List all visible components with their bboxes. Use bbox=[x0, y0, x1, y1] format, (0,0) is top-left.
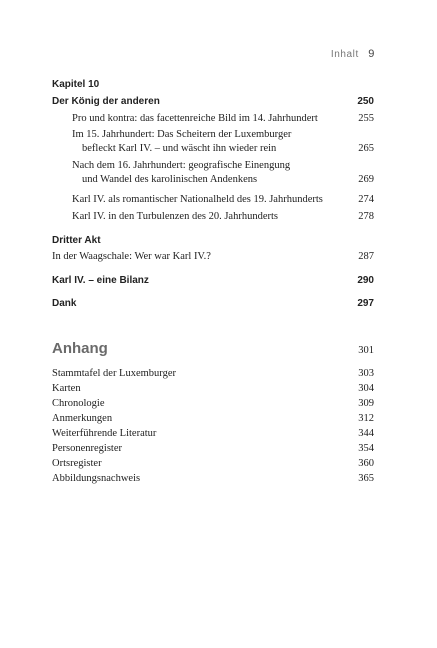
toc-entry-bilanz[interactable] bbox=[52, 274, 374, 287]
toc-entry-text: Personenregister bbox=[52, 443, 122, 454]
toc-entry-text: Karl IV. als romantischer Nationalheld des 19. Jahrhunderts bbox=[72, 194, 323, 205]
toc-entry-page: 265 bbox=[358, 143, 374, 154]
toc-entry-chapter-title[interactable] bbox=[52, 95, 374, 108]
toc-entry[interactable] bbox=[52, 250, 374, 263]
toc-entry[interactable] bbox=[72, 128, 374, 156]
toc-entry[interactable] bbox=[52, 367, 374, 380]
toc-entry-page: 287 bbox=[358, 251, 374, 262]
toc-entry-page: 354 bbox=[358, 443, 374, 454]
toc-entry-page: 309 bbox=[358, 398, 374, 409]
toc-entry-page: 290 bbox=[357, 275, 374, 286]
toc-entry-page: 301 bbox=[358, 345, 374, 356]
toc-entry-page: 297 bbox=[357, 298, 374, 309]
toc-entry[interactable] bbox=[72, 159, 374, 187]
toc-entry-page: 255 bbox=[358, 113, 374, 124]
toc-entry[interactable] bbox=[72, 193, 374, 206]
toc-entry-text: Abbildungsnachweis bbox=[52, 473, 141, 484]
toc-entry-dank[interactable] bbox=[52, 297, 374, 310]
toc-entry[interactable] bbox=[52, 427, 374, 440]
toc-entry-text: Karl IV. – eine Bilanz bbox=[52, 275, 149, 286]
toc-entry[interactable] bbox=[52, 412, 374, 425]
toc-entry-text: Pro und kontra: das facettenreiche Bild im 14. Jahrhundert bbox=[72, 113, 318, 124]
toc-entry-page: 312 bbox=[358, 413, 374, 424]
toc-entry-page: 269 bbox=[358, 174, 374, 185]
toc-entry-page: 278 bbox=[358, 211, 374, 222]
toc-entry-page: 274 bbox=[358, 194, 374, 205]
page-number: 9 bbox=[368, 48, 375, 60]
toc-entry-text: Anmerkungen bbox=[52, 413, 113, 424]
toc-entry-text: Dank bbox=[52, 298, 77, 309]
toc-entry-text-line1: Nach dem 16. Jahrhundert: geografische Einengung bbox=[72, 160, 291, 171]
toc-entry-text: Chronologie bbox=[52, 398, 105, 409]
toc-entry-text: Stammtafel der Luxemburger bbox=[52, 368, 177, 379]
toc-entry-text: Weiterführende Literatur bbox=[52, 428, 157, 439]
anhang-heading[interactable] bbox=[52, 340, 374, 357]
toc-entry[interactable] bbox=[52, 442, 374, 455]
toc-entry[interactable] bbox=[72, 112, 374, 125]
toc-entry[interactable] bbox=[52, 472, 374, 485]
running-head bbox=[331, 48, 375, 60]
toc-entry[interactable] bbox=[72, 210, 374, 223]
toc-entry-page: 304 bbox=[358, 383, 374, 394]
toc-entry-text: Karten bbox=[52, 383, 81, 394]
toc-entry-page: 365 bbox=[358, 473, 374, 484]
kapitel-label: Kapitel 10 bbox=[52, 79, 100, 90]
toc-entry-page: 360 bbox=[358, 458, 374, 469]
toc-entry-text-line2: und Wandel des karolinischen Andenkens bbox=[82, 174, 258, 185]
toc-entry-text: Der König der anderen bbox=[52, 96, 160, 107]
anhang-title: Anhang bbox=[52, 340, 108, 357]
toc-entry-text-line2: befleckt Karl IV. – und wäscht ihn wieder rein bbox=[82, 143, 277, 154]
running-head-label: Inhalt bbox=[330, 49, 359, 60]
toc-entry-page: 250 bbox=[357, 96, 374, 107]
dritter-akt-label: Dritter Akt bbox=[52, 235, 101, 246]
toc-entry[interactable] bbox=[52, 397, 374, 410]
toc-entry[interactable] bbox=[52, 382, 374, 395]
toc-entry-text: Ortsregister bbox=[52, 458, 102, 469]
toc-entry-text: In der Waagschale: Wer war Karl IV.? bbox=[52, 251, 211, 262]
toc-entry-page: 303 bbox=[358, 368, 374, 379]
toc-entry[interactable] bbox=[52, 457, 374, 470]
toc-entry-text: Karl IV. in den Turbulenzen des 20. Jahrhunderts bbox=[72, 211, 278, 222]
toc-entry-page: 344 bbox=[358, 428, 374, 439]
toc-entry-text-line1: Im 15. Jahrhundert: Das Scheitern der Luxemburger bbox=[72, 129, 292, 140]
